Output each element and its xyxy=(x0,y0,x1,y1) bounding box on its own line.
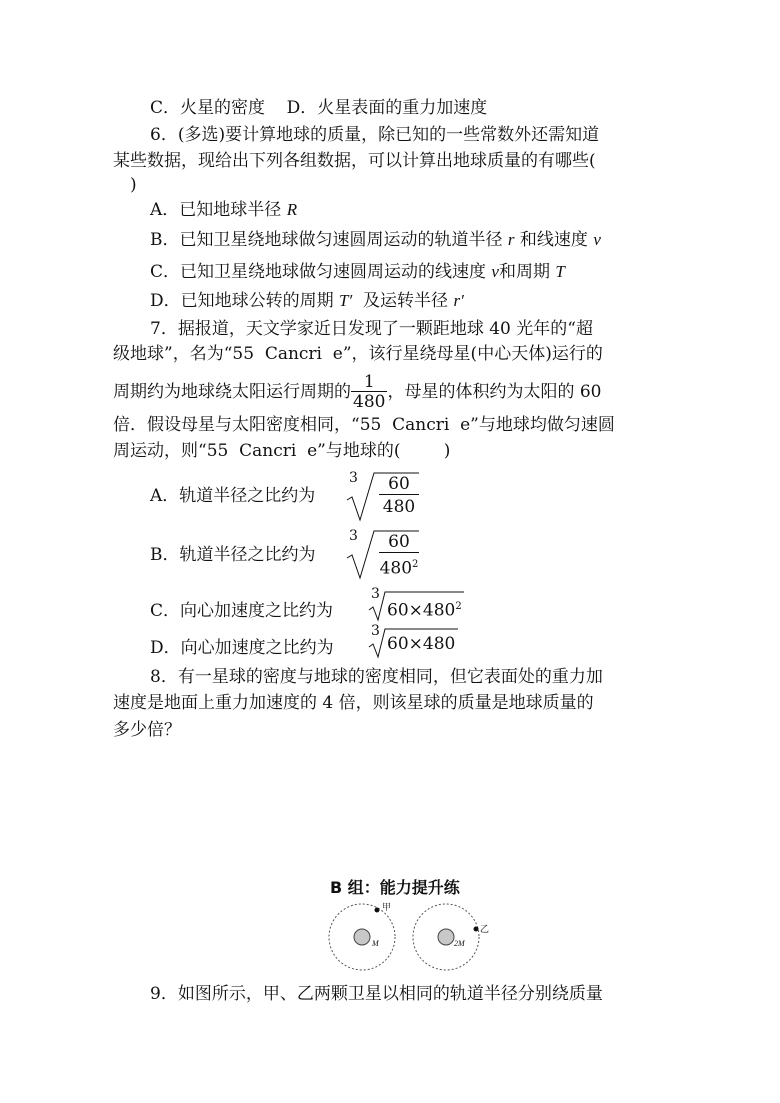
satellite-yi-icon xyxy=(474,927,479,932)
q6-option-a-text: A．已知地球半径 xyxy=(150,200,287,220)
q6-option-c-var1: v xyxy=(491,262,499,281)
q7-option-b-numerator: 60 xyxy=(379,533,419,553)
q6-option-d-var2: r′ xyxy=(453,291,464,310)
label-yi: 乙 xyxy=(480,925,490,935)
q6-option-b-var2: v xyxy=(593,230,601,249)
q7-option-a-denominator: 480 xyxy=(382,497,416,517)
q7-stem-line2: 级地球”，名为“55 Cancri e”，该行星绕母星(中心天体)运行的 xyxy=(113,344,603,364)
label-2m: 2M xyxy=(454,939,465,948)
q8-stem-line3: 多少倍？ xyxy=(113,720,181,740)
q7-option-b: B．轨道半径之比约为 xyxy=(150,545,316,565)
q7-option-c-radical xyxy=(368,588,468,622)
central-body-m-icon xyxy=(354,929,370,945)
q7-fraction-denominator: 480 xyxy=(353,392,386,412)
q6-option-d-text: D．已知地球公转的周期 xyxy=(150,291,340,311)
label-m: M xyxy=(372,939,379,948)
q6-option-c-var2: T xyxy=(555,262,565,281)
q6-stem-line2: 某些数据，现给出下列各组数据，可以计算出地球质量的有哪些( xyxy=(113,151,596,171)
q7-option-c: C．向心加速度之比约为 xyxy=(150,601,334,621)
q6-option-a xyxy=(150,199,297,221)
q7-fraction xyxy=(351,373,387,412)
q7-fraction-numerator: 1 xyxy=(351,373,387,392)
q7-stem-line4: 倍．假设母星与太阳密度相同，“55 Cancri e”与地球均做匀速圆 xyxy=(113,415,615,435)
q6-option-b-mid: 和线速度 xyxy=(514,230,594,250)
q7-stem-line3-text-b: ，母星的体积约为太阳的 60 xyxy=(387,382,602,402)
q7-option-d-expression: 60×480 xyxy=(387,634,456,654)
q7-option-c-expression: 60×480 xyxy=(387,600,456,621)
q7-option-b-exponent: 2 xyxy=(412,559,419,570)
q8-stem-line2: 速度是地面上重力加速度的 4 倍，则该星球的质量是地球质量的 xyxy=(113,693,594,713)
q7-option-c-root-index: 3 xyxy=(371,586,380,602)
q5-option-c-text: C．火星的密度 xyxy=(150,98,266,118)
q7-stem-line5: 周运动，则“55 Cancri e”与地球的( ) xyxy=(113,441,451,461)
q7-option-c-radicand xyxy=(387,596,462,622)
q6-option-c-text: C．已知卫星绕地球做匀速圆周运动的线速度 xyxy=(150,262,492,282)
q7-option-d: D．向心加速度之比约为 xyxy=(150,638,334,658)
q7-option-b-root-index: 3 xyxy=(349,528,358,544)
q7-stem-line3-text-a: 周期约为地球绕太阳运行周期的 xyxy=(113,382,351,402)
q7-option-b-denominator-base: 480 xyxy=(379,558,413,579)
q7-option-d-root-index: 3 xyxy=(371,623,380,639)
satellite-jia-icon xyxy=(375,908,380,913)
orbit-figure xyxy=(325,900,505,975)
q6-option-a-var: R xyxy=(286,200,298,219)
q6-option-c xyxy=(150,261,565,283)
q7-option-b-radical xyxy=(343,528,423,580)
q7-option-c-exponent: 2 xyxy=(455,601,462,612)
q8-stem-line1: 8．有一星球的密度与地球的密度相同，但它表面处的重力加 xyxy=(150,667,603,687)
q7-option-a-root-index: 3 xyxy=(349,470,358,486)
q6-option-d-var1: T′ xyxy=(339,291,353,310)
q6-option-b-text: B．已知卫星绕地球做匀速圆周运动的轨道半径 xyxy=(150,230,508,250)
label-jia: 甲 xyxy=(382,903,392,913)
q5-option-d-text: D．火星表面的重力加速度 xyxy=(286,98,488,118)
q7-stem-line3 xyxy=(113,372,602,412)
q7-option-b-denominator xyxy=(379,555,419,579)
q7-option-d-radical xyxy=(368,625,468,659)
q6-option-b-var1: r xyxy=(507,230,515,249)
q6-stem-line1: 6．(多选)要计算地球的质量，除已知的一些常数外还需知道 xyxy=(150,125,600,145)
q6-option-b xyxy=(150,229,601,251)
q5-option-c xyxy=(150,97,487,119)
q6-option-d-mid: 及运转半径 xyxy=(352,291,454,311)
q7-stem-line1: 7．据报道，天文学家近日发现了一颗距地球 40 光年的“超 xyxy=(150,319,593,339)
q7-option-a-numerator: 60 xyxy=(379,475,419,495)
section-b-heading: B 组：能力提升练 xyxy=(330,878,460,897)
q6-option-c-mid: 和周期 xyxy=(498,262,556,282)
q9-stem-line1: 9．如图所示，甲、乙两颗卫星以相同的轨道半径分别绕质量 xyxy=(150,984,603,1004)
central-body-2m-icon xyxy=(438,929,454,945)
q6-stem-line3: ) xyxy=(130,175,137,195)
q6-option-d xyxy=(150,290,464,312)
q7-option-a-radical xyxy=(343,470,423,522)
q7-option-a: A．轨道半径之比约为 xyxy=(150,486,316,506)
